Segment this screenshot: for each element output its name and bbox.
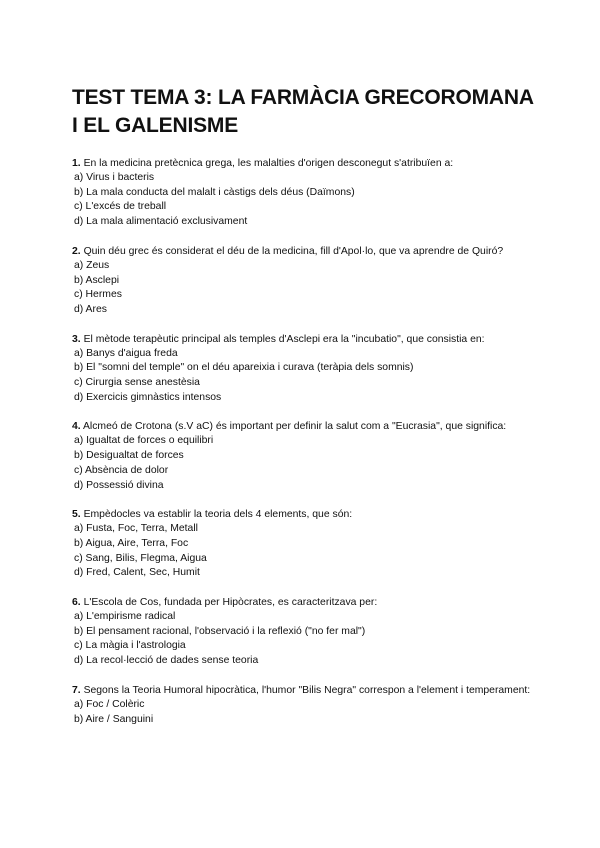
option-b: b) Aigua, Aire, Terra, Foc [74,537,189,549]
document-title-line-1: TEST TEMA 3: LA FARMÀCIA GRECOROMANA [72,86,534,109]
option-a: a) Foc / Colèric [74,698,145,710]
question-4 [72,419,542,493]
question-number: 6. [72,597,81,609]
document-title [72,84,542,140]
question-2 [72,244,542,318]
option-d: d) La mala alimentació exclusivament [74,216,248,228]
option-b: b) Aire / Sanguini [74,713,154,725]
question-text [72,244,542,259]
question-number: 2. [72,245,81,257]
question-text [72,419,542,434]
document-title-line-2: I EL GALENISME [72,114,238,137]
question-number: 7. [72,684,81,696]
question-prompt: Segons la Teoria Humoral hipocràtica, l'humor "Bilis Negra" correspon a l'element i temperament: [83,684,531,696]
question-prompt: Alcmeó de Crotona (s.V aC) és important per definir la salut com a "Eucrasia", que significa: [83,421,507,433]
question-5 [72,507,542,581]
option-d: d) Ares [74,303,107,315]
option-b: b) Desigualtat de forces [74,450,184,462]
option-a: a) Virus i bacteris [74,172,155,183]
option-d: d) Exercicis gimnàstics intensos [74,391,222,403]
option-c: c) Cirurgia sense anestèsia [74,377,200,389]
option-c: c) La màgia i l'astrologia [74,640,186,652]
option-d: d) Possessió divina [74,479,164,491]
option-c: c) L'excés de treball [74,201,167,213]
option-list [72,698,542,727]
option-list [72,610,542,669]
question-prompt: Empèdocles va establir la teoria dels 4 elements, que són: [83,509,353,521]
question-text [72,156,542,171]
option-b: b) El pensament racional, l'observació i la reflexió ("no fer mal") [74,625,366,637]
option-d: d) La recol·lecció de dades sense teoria [74,655,259,667]
question-prompt: L'Escola de Cos, fundada per Hipòcrates, es caracteritzava per: [83,597,378,609]
option-a: a) L'empirisme radical [74,611,176,623]
question-text [72,595,542,610]
option-list [72,259,542,318]
option-b: b) Asclepi [74,274,120,286]
question-prompt: En la medicina pretècnica grega, les malalties d'origen desconegut s'atribuïen a: [83,158,454,169]
question-number: 4. [72,421,81,433]
option-b: b) La mala conducta del malalt i càstigs dels déus (Daïmons) [74,186,355,198]
option-c: c) Hermes [74,289,122,301]
question-number: 3. [72,333,81,345]
option-d: d) Fred, Calent, Sec, Humit [74,567,200,579]
question-prompt: El mètode terapèutic principal als temples d'Asclepi era la "incubatio", que consistia en: [83,333,485,345]
question-6 [72,595,542,669]
document-page [72,84,542,741]
question-number: 1. [72,158,81,169]
question-3 [72,332,542,406]
option-list [72,347,542,406]
question-number: 5. [72,509,81,521]
option-list [72,434,542,493]
option-c: c) Absència de dolor [74,464,169,476]
option-list [72,171,542,230]
option-list [72,522,542,581]
question-text [72,683,542,698]
question-text [72,507,542,522]
option-b: b) El "somni del temple" on el déu apareixia i curava (teràpia dels somnis) [74,362,414,374]
option-a: a) Igualtat de forces o equilibri [74,435,214,447]
question-7 [72,683,542,727]
question-1 [72,156,542,230]
option-a: a) Fusta, Foc, Terra, Metall [74,523,198,535]
option-a: a) Banys d'aigua freda [74,347,178,359]
option-a: a) Zeus [74,259,110,271]
question-text [72,332,542,347]
option-c: c) Sang, Bilis, Flegma, Aigua [74,552,207,564]
question-prompt: Quin déu grec és considerat el déu de la medicina, fill d'Apol·lo, que va aprendre de Quiró? [83,245,504,257]
